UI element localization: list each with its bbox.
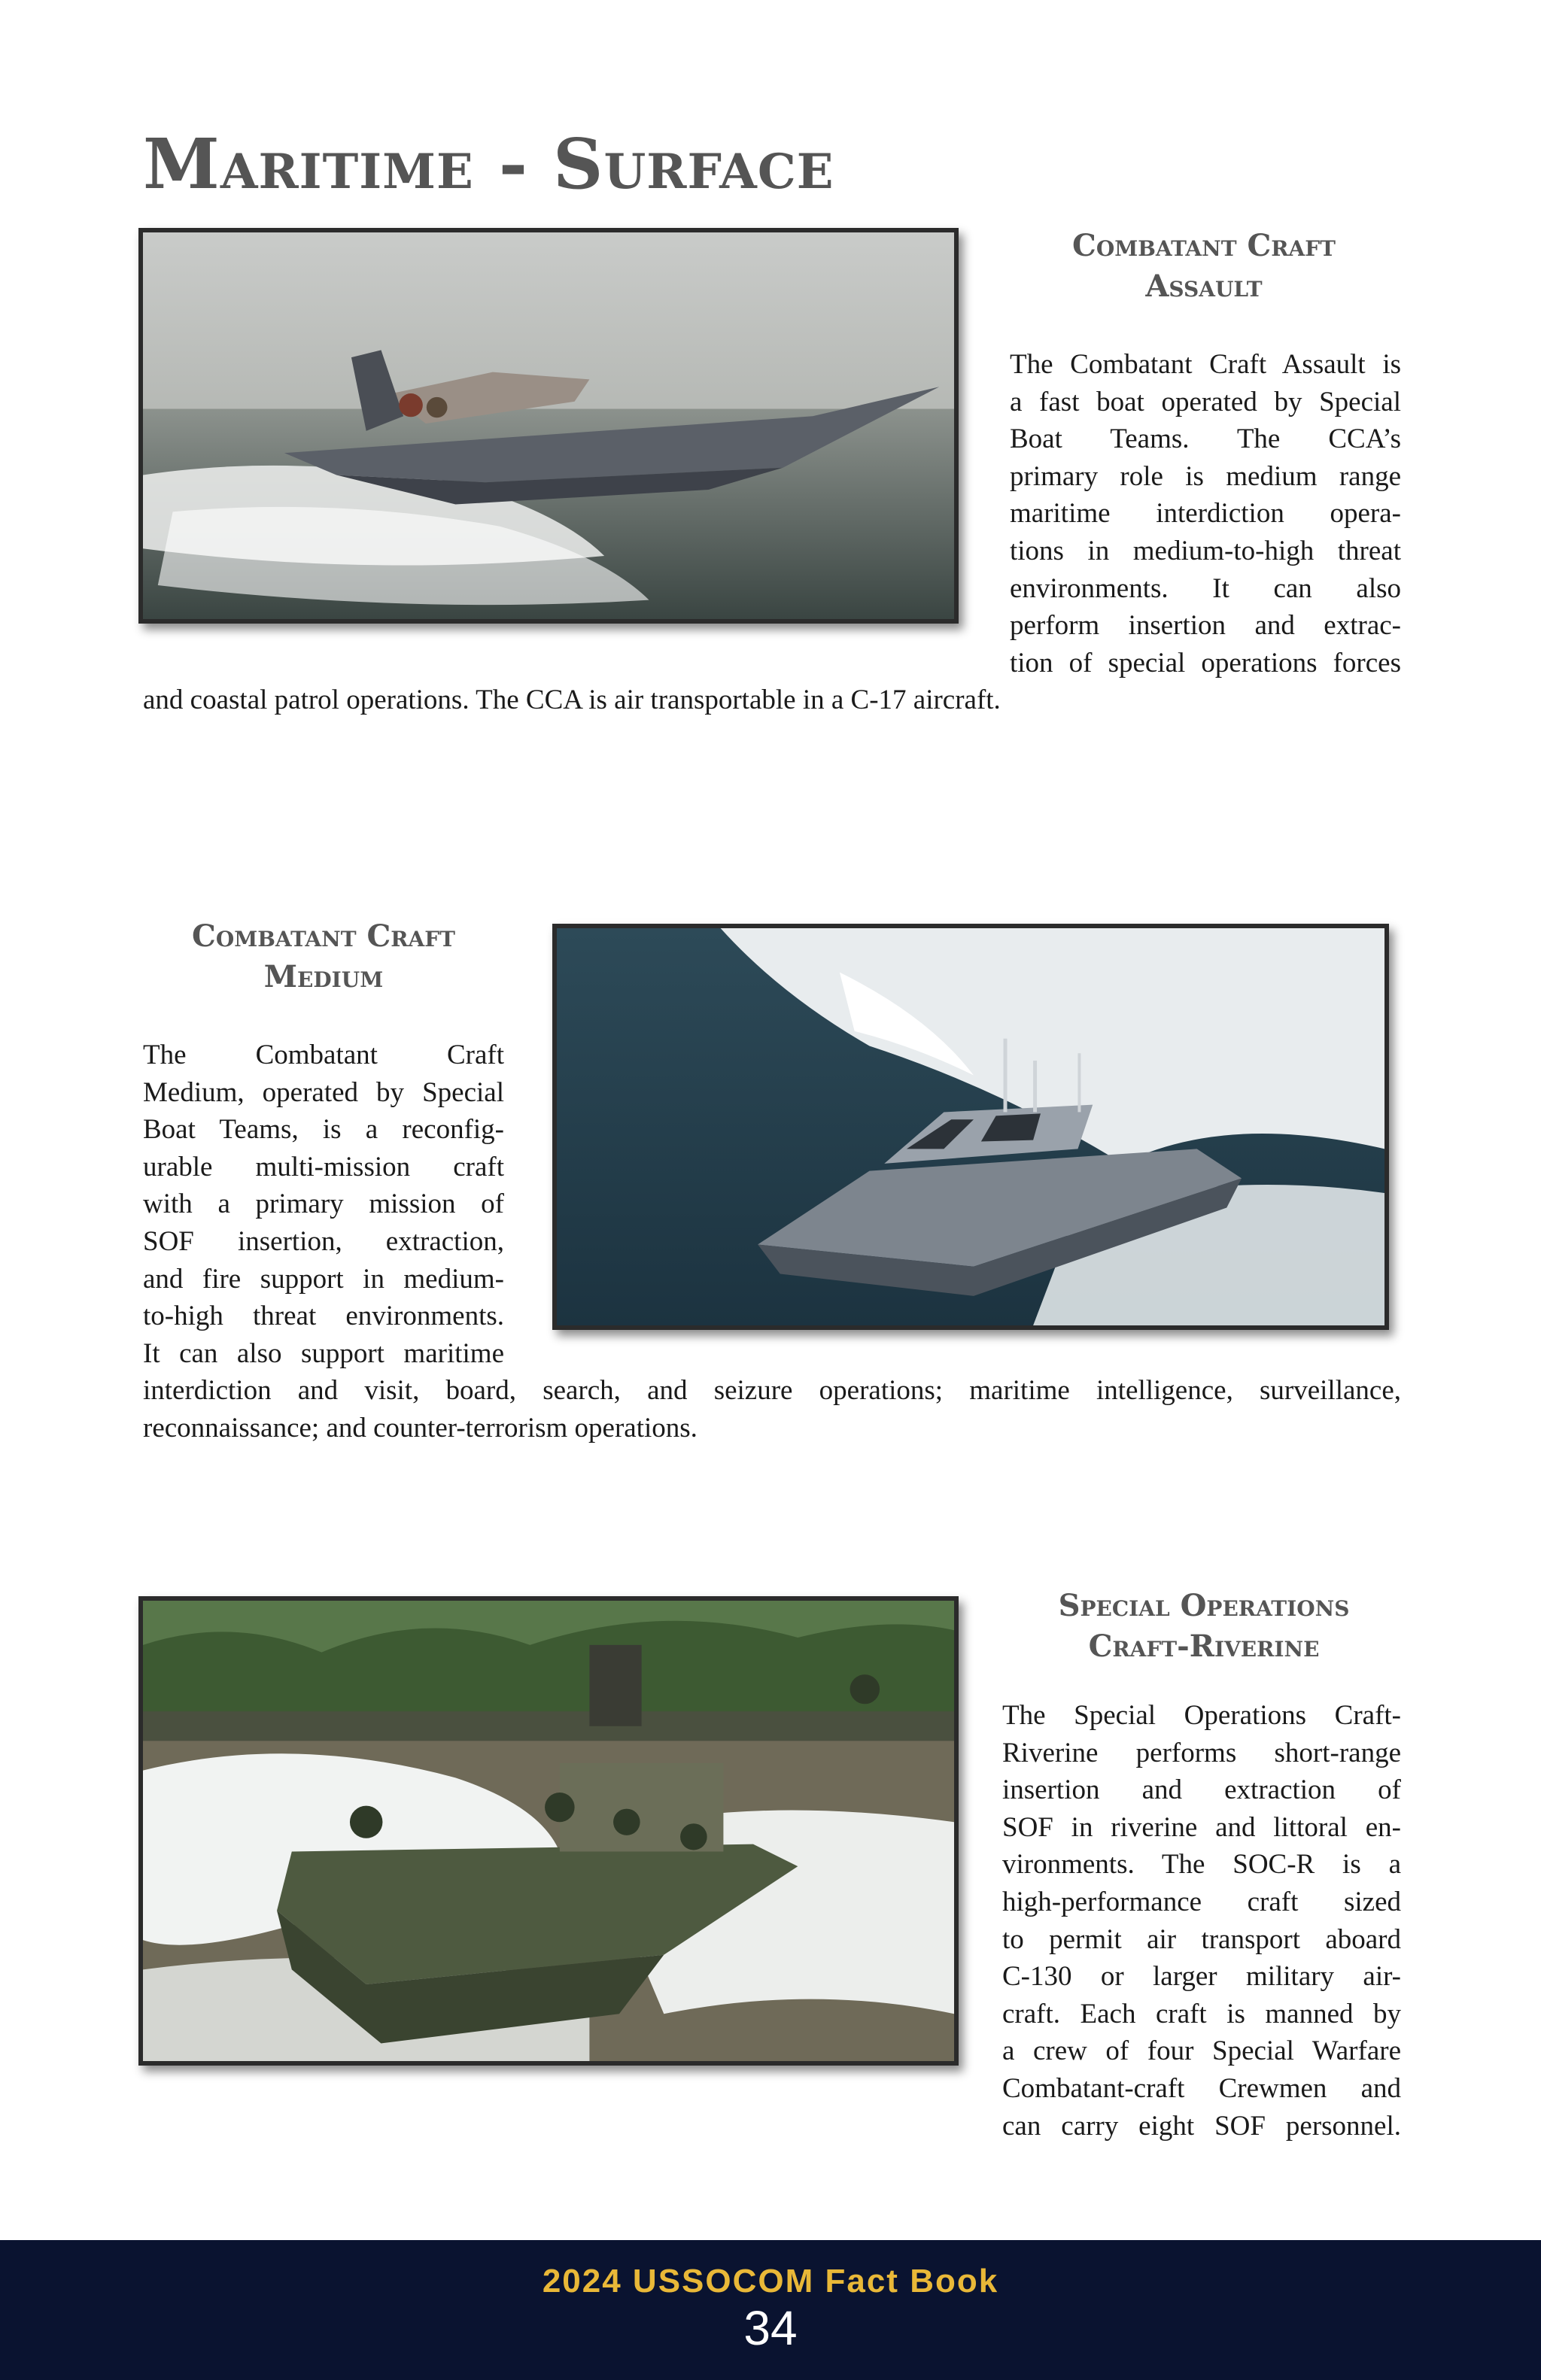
text-line: with a primary mission of bbox=[143, 1188, 504, 1220]
text-line: The Combatant Craft Assault is bbox=[1010, 349, 1401, 380]
text-line: craft. Each craft is manned by bbox=[1002, 1998, 1401, 2029]
text-line: The Special Operations Craft- bbox=[1002, 1700, 1401, 1731]
text-line: SOF in riverine and littoral en- bbox=[1002, 1811, 1401, 1843]
text-line: Riverine performs short-range bbox=[1002, 1737, 1401, 1768]
text-line: interdiction and visit, board, search, and seizure operations; maritime intelligence, surveillance, bbox=[143, 1375, 1401, 1407]
text-line: and coastal patrol operations. The CCA is air transportable in a C-17 aircraft. bbox=[143, 685, 1001, 716]
text-line: C-130 or larger military air- bbox=[1002, 1961, 1401, 1993]
footer-title: 2024 USSOCOM Fact Book bbox=[542, 2263, 999, 2300]
text-line: Boat Teams, is a reconfig- bbox=[143, 1114, 504, 1146]
text-line: environments. It can also bbox=[1010, 572, 1401, 604]
text-line: perform insertion and extrac- bbox=[1010, 610, 1401, 642]
section-heading-ccm: Combatant Craft Medium bbox=[191, 918, 455, 994]
text-line: tion of special operations forces bbox=[1010, 647, 1401, 678]
section-body-ccm bbox=[143, 1037, 1401, 1447]
text-line: maritime interdiction opera- bbox=[1010, 498, 1401, 530]
text-line: a crew of four Special Warfare bbox=[1002, 2035, 1401, 2067]
page-footer bbox=[0, 2240, 1541, 2380]
text-line: to permit air transport aboard bbox=[1002, 1923, 1401, 1955]
text-line: tions in medium-to-high threat bbox=[1010, 535, 1401, 566]
section-heading-socr: Special Operations Craft-Riverine bbox=[1058, 1588, 1350, 1664]
text-line: reconnaissance; and counter-terrorism operations. bbox=[143, 1412, 698, 1443]
text-line: to-high threat environments. bbox=[143, 1301, 504, 1332]
section-body-cca bbox=[143, 346, 1401, 719]
socr-boat-image bbox=[143, 1601, 954, 2061]
text-line: Boat Teams. The CCA’s bbox=[1010, 423, 1401, 455]
text-line: Combatant-craft Crewmen and bbox=[1002, 2072, 1401, 2104]
section-heading-cca: Combatant Craft Assault bbox=[1071, 228, 1336, 304]
text-line: can carry eight SOF personnel. bbox=[1002, 2110, 1401, 2142]
text-line: The Combatant Craft bbox=[143, 1040, 504, 1070]
text-line: high-performance craft sized bbox=[1002, 1886, 1401, 1917]
text-line: and fire support in medium- bbox=[143, 1263, 504, 1295]
text-line: Medium, operated by Special bbox=[143, 1076, 504, 1108]
text-line: urable multi-mission craft bbox=[143, 1151, 504, 1182]
text-line: SOF insertion, extraction, bbox=[143, 1225, 504, 1257]
page-number: 34 bbox=[743, 2301, 798, 2355]
text-line: It can also support maritime bbox=[143, 1337, 504, 1369]
text-line: a fast boat operated by Special bbox=[1010, 386, 1401, 417]
section-body-socr bbox=[1002, 1697, 1401, 2145]
text-line: primary role is medium range bbox=[1010, 460, 1401, 492]
text-line: insertion and extraction of bbox=[1002, 1774, 1401, 1806]
text-line: vironments. The SOC-R is a bbox=[1002, 1849, 1401, 1881]
page-title: Maritime - Surface bbox=[143, 123, 834, 205]
socr-boat-photo bbox=[138, 1596, 959, 2066]
